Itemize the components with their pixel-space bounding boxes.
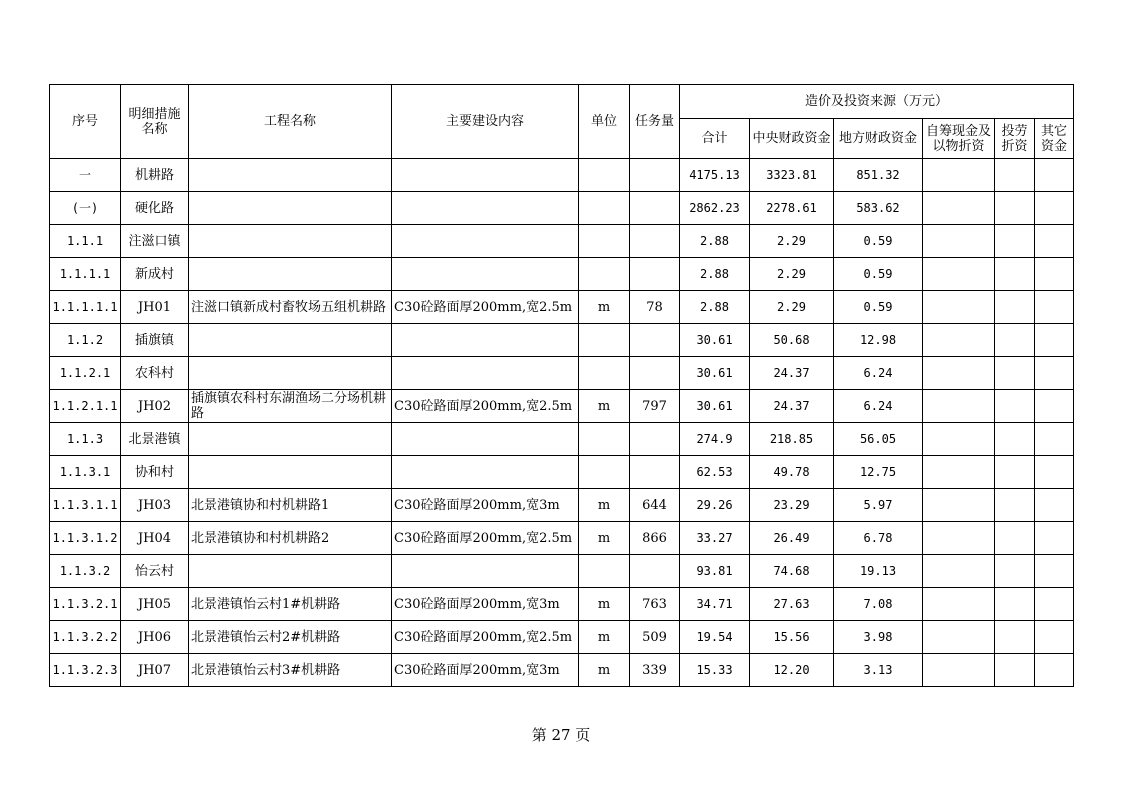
cell-labor: [995, 522, 1035, 555]
cell-content: C30砼路面厚200mm,宽3m: [392, 654, 579, 687]
cell-total: 2.88: [680, 291, 750, 324]
cell-content: [392, 258, 579, 291]
cell-other: [1035, 456, 1074, 489]
table-row: [50, 192, 1074, 225]
cell-project: 插旗镇农科村东湖渔场二分场机耕路: [189, 390, 392, 423]
cell-total: 4175.13: [680, 159, 750, 192]
cell-other: [1035, 621, 1074, 654]
cell-project: 北景港镇协和村机耕路1: [189, 489, 392, 522]
cell-content: [392, 423, 579, 456]
cell-labor: [995, 225, 1035, 258]
cell-project: [189, 324, 392, 357]
table-body: [50, 159, 1074, 687]
cell-total: 29.26: [680, 489, 750, 522]
cell-local: 3.13: [834, 654, 923, 687]
header-task: 任务量: [630, 85, 680, 159]
cell-content: [392, 159, 579, 192]
cell-unit: [579, 324, 630, 357]
cell-task: 339: [630, 654, 680, 687]
cell-content: C30砼路面厚200mm,宽2.5m: [392, 621, 579, 654]
cell-labor: [995, 291, 1035, 324]
cell-central: 49.78: [750, 456, 834, 489]
table-row: [50, 555, 1074, 588]
cell-project: 北景港镇怡云村3#机耕路: [189, 654, 392, 687]
cell-other: [1035, 654, 1074, 687]
cell-seq: 1.1.2.1: [50, 357, 121, 390]
cell-labor: [995, 324, 1035, 357]
table-row: [50, 159, 1074, 192]
cell-central: 2278.61: [750, 192, 834, 225]
cell-seq: 1.1.1: [50, 225, 121, 258]
header-central: 中央财政资金: [750, 119, 834, 159]
cell-local: 12.98: [834, 324, 923, 357]
cell-self: [923, 522, 995, 555]
cell-task: 509: [630, 621, 680, 654]
cell-unit: [579, 159, 630, 192]
cell-content: [392, 357, 579, 390]
cell-other: [1035, 423, 1074, 456]
header-total: 合计: [680, 119, 750, 159]
cell-project: 注滋口镇新成村畜牧场五组机耕路: [189, 291, 392, 324]
cell-measure: 怡云村: [121, 555, 189, 588]
cell-total: 30.61: [680, 324, 750, 357]
cell-central: 24.37: [750, 390, 834, 423]
cell-central: 26.49: [750, 522, 834, 555]
cell-content: C30砼路面厚200mm,宽2.5m: [392, 291, 579, 324]
cell-local: 7.08: [834, 588, 923, 621]
cell-total: 30.61: [680, 357, 750, 390]
investment-table: [49, 84, 1074, 687]
cell-measure: 硬化路: [121, 192, 189, 225]
cell-self: [923, 390, 995, 423]
cell-other: [1035, 324, 1074, 357]
header-other: 其它资金: [1035, 119, 1074, 159]
header-self: 自筹现金及以物折资: [923, 119, 995, 159]
cell-content: [392, 555, 579, 588]
cell-task: [630, 192, 680, 225]
cell-self: [923, 489, 995, 522]
cell-seq: 1.1.3.2.2: [50, 621, 121, 654]
cell-seq: 1.1.3.2.1: [50, 588, 121, 621]
cell-self: [923, 555, 995, 588]
header-project: 工程名称: [189, 85, 392, 159]
cell-task: 763: [630, 588, 680, 621]
cell-seq: 1.1.2: [50, 324, 121, 357]
cell-central: 12.20: [750, 654, 834, 687]
cell-measure: JH05: [121, 588, 189, 621]
cell-content: C30砼路面厚200mm,宽2.5m: [392, 522, 579, 555]
cell-measure: JH06: [121, 621, 189, 654]
cell-other: [1035, 588, 1074, 621]
cell-central: 3323.81: [750, 159, 834, 192]
cell-seq: 1.1.3.1.2: [50, 522, 121, 555]
cell-total: 34.71: [680, 588, 750, 621]
cell-local: 56.05: [834, 423, 923, 456]
cell-local: 6.24: [834, 357, 923, 390]
cell-task: [630, 225, 680, 258]
cell-labor: [995, 489, 1035, 522]
cell-content: C30砼路面厚200mm,宽3m: [392, 588, 579, 621]
cell-labor: [995, 654, 1035, 687]
table-row: [50, 489, 1074, 522]
cell-content: [392, 192, 579, 225]
cell-project: 北景港镇怡云村1#机耕路: [189, 588, 392, 621]
cell-unit: [579, 225, 630, 258]
cell-project: [189, 258, 392, 291]
cell-self: [923, 324, 995, 357]
cell-measure: 注滋口镇: [121, 225, 189, 258]
table-row: [50, 654, 1074, 687]
cell-project: 北景港镇协和村机耕路2: [189, 522, 392, 555]
cell-other: [1035, 225, 1074, 258]
cell-local: 0.59: [834, 291, 923, 324]
header-measure: 明细措施名称: [121, 85, 189, 159]
header-labor: 投劳折资: [995, 119, 1035, 159]
cell-self: [923, 621, 995, 654]
header-content: 主要建设内容: [392, 85, 579, 159]
cell-unit: m: [579, 291, 630, 324]
cell-measure: JH04: [121, 522, 189, 555]
cell-other: [1035, 192, 1074, 225]
cell-labor: [995, 588, 1035, 621]
cell-total: 30.61: [680, 390, 750, 423]
cell-measure: 北景港镇: [121, 423, 189, 456]
cell-project: 北景港镇怡云村2#机耕路: [189, 621, 392, 654]
cell-seq: 1.1.3.2: [50, 555, 121, 588]
cell-total: 2.88: [680, 225, 750, 258]
cell-task: [630, 456, 680, 489]
cell-project: [189, 159, 392, 192]
cell-task: [630, 159, 680, 192]
cell-local: 583.62: [834, 192, 923, 225]
cell-unit: m: [579, 390, 630, 423]
cell-local: 5.97: [834, 489, 923, 522]
table-row: [50, 291, 1074, 324]
cell-central: 2.29: [750, 258, 834, 291]
cell-labor: [995, 456, 1035, 489]
cell-total: 2.88: [680, 258, 750, 291]
table-row: [50, 621, 1074, 654]
cell-other: [1035, 390, 1074, 423]
cell-total: 19.54: [680, 621, 750, 654]
cell-self: [923, 159, 995, 192]
cell-central: 2.29: [750, 225, 834, 258]
cell-other: [1035, 159, 1074, 192]
cell-total: 2862.23: [680, 192, 750, 225]
cell-seq: (一): [50, 192, 121, 225]
cell-project: [189, 192, 392, 225]
cell-self: [923, 588, 995, 621]
cell-content: C30砼路面厚200mm,宽3m: [392, 489, 579, 522]
cell-task: 78: [630, 291, 680, 324]
cell-central: 23.29: [750, 489, 834, 522]
cell-self: [923, 291, 995, 324]
cell-seq: 1.1.3: [50, 423, 121, 456]
cell-unit: m: [579, 588, 630, 621]
cell-project: [189, 357, 392, 390]
table-row: [50, 456, 1074, 489]
cell-seq: 1.1.3.2.3: [50, 654, 121, 687]
cell-measure: JH01: [121, 291, 189, 324]
cell-project: [189, 225, 392, 258]
cell-other: [1035, 555, 1074, 588]
header-local: 地方财政资金: [834, 119, 923, 159]
cell-measure: 插旗镇: [121, 324, 189, 357]
page-number: 第 27 页: [531, 726, 591, 744]
cell-task: [630, 357, 680, 390]
table-row: [50, 324, 1074, 357]
cell-self: [923, 456, 995, 489]
cell-local: 3.98: [834, 621, 923, 654]
cell-central: 24.37: [750, 357, 834, 390]
cell-labor: [995, 192, 1035, 225]
cell-central: 2.29: [750, 291, 834, 324]
cell-measure: JH07: [121, 654, 189, 687]
cell-measure: JH03: [121, 489, 189, 522]
cell-total: 33.27: [680, 522, 750, 555]
cell-self: [923, 423, 995, 456]
cell-self: [923, 357, 995, 390]
cell-other: [1035, 291, 1074, 324]
table-row: [50, 588, 1074, 621]
table-row: [50, 258, 1074, 291]
cell-project: [189, 456, 392, 489]
table-row: [50, 423, 1074, 456]
cell-total: 274.9: [680, 423, 750, 456]
cell-total: 62.53: [680, 456, 750, 489]
cell-task: [630, 324, 680, 357]
table-row: [50, 357, 1074, 390]
cell-labor: [995, 423, 1035, 456]
cell-labor: [995, 258, 1035, 291]
cell-central: 74.68: [750, 555, 834, 588]
cell-self: [923, 654, 995, 687]
cell-measure: 新成村: [121, 258, 189, 291]
cell-central: 15.56: [750, 621, 834, 654]
cell-seq: 1.1.3.1.1: [50, 489, 121, 522]
cell-local: 19.13: [834, 555, 923, 588]
cell-other: [1035, 489, 1074, 522]
cell-task: 644: [630, 489, 680, 522]
cell-unit: [579, 357, 630, 390]
cell-task: [630, 258, 680, 291]
cell-labor: [995, 621, 1035, 654]
cell-central: 50.68: [750, 324, 834, 357]
cell-content: [392, 456, 579, 489]
cell-measure: 农科村: [121, 357, 189, 390]
cell-seq: 1.1.3.1: [50, 456, 121, 489]
cell-other: [1035, 357, 1074, 390]
cell-task: [630, 555, 680, 588]
header-funding-group: 造价及投资来源（万元）: [680, 85, 1074, 119]
cell-unit: m: [579, 522, 630, 555]
cell-unit: [579, 423, 630, 456]
table-header: [50, 85, 1074, 159]
cell-other: [1035, 522, 1074, 555]
cell-unit: m: [579, 489, 630, 522]
cell-unit: [579, 456, 630, 489]
cell-seq: 1.1.1.1.1: [50, 291, 121, 324]
table-row: [50, 522, 1074, 555]
cell-measure: 协和村: [121, 456, 189, 489]
cell-task: 866: [630, 522, 680, 555]
cell-local: 12.75: [834, 456, 923, 489]
header-seq: 序号: [50, 85, 121, 159]
cell-seq: 1.1.1.1: [50, 258, 121, 291]
cell-local: 6.24: [834, 390, 923, 423]
cell-unit: [579, 258, 630, 291]
cell-total: 15.33: [680, 654, 750, 687]
cell-self: [923, 192, 995, 225]
cell-content: [392, 324, 579, 357]
table-row: [50, 225, 1074, 258]
cell-total: 93.81: [680, 555, 750, 588]
cell-task: [630, 423, 680, 456]
cell-seq: 1.1.2.1.1: [50, 390, 121, 423]
cell-central: 218.85: [750, 423, 834, 456]
cell-unit: m: [579, 654, 630, 687]
cell-self: [923, 225, 995, 258]
cell-content: [392, 225, 579, 258]
cell-measure: JH02: [121, 390, 189, 423]
cell-labor: [995, 159, 1035, 192]
cell-unit: m: [579, 621, 630, 654]
cell-labor: [995, 555, 1035, 588]
cell-project: [189, 423, 392, 456]
cell-measure: 机耕路: [121, 159, 189, 192]
cell-labor: [995, 357, 1035, 390]
table-row: [50, 390, 1074, 423]
cell-local: 6.78: [834, 522, 923, 555]
cell-unit: [579, 192, 630, 225]
cell-local: 0.59: [834, 225, 923, 258]
cell-local: 851.32: [834, 159, 923, 192]
cell-task: 797: [630, 390, 680, 423]
cell-other: [1035, 258, 1074, 291]
cell-content: C30砼路面厚200mm,宽2.5m: [392, 390, 579, 423]
cell-seq: 一: [50, 159, 121, 192]
cell-labor: [995, 390, 1035, 423]
cell-project: [189, 555, 392, 588]
header-unit: 单位: [579, 85, 630, 159]
cell-local: 0.59: [834, 258, 923, 291]
cell-self: [923, 258, 995, 291]
cell-central: 27.63: [750, 588, 834, 621]
cell-unit: [579, 555, 630, 588]
